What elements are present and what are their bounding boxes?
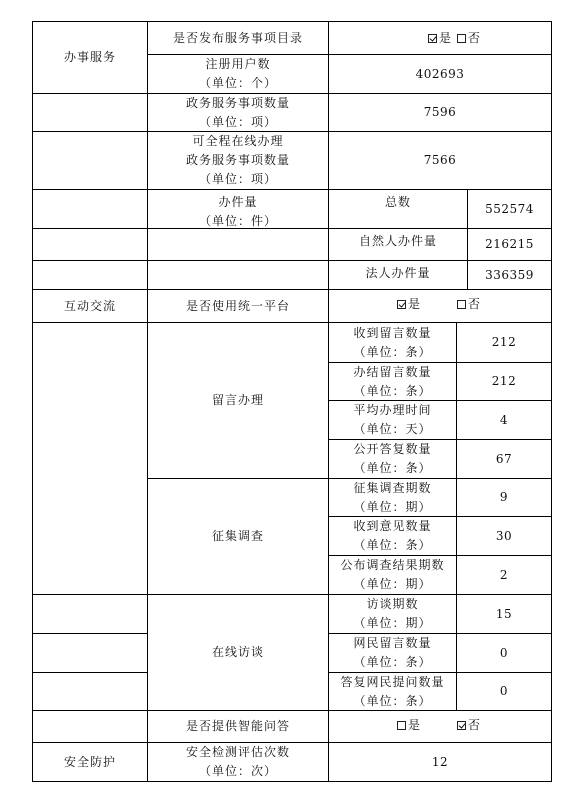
section-service-label: 办事服务 (63, 50, 116, 64)
msg-done-value: 212 (491, 374, 517, 388)
natural-label: 自然人办件量 (358, 234, 437, 248)
checked-box-icon[interactable] (428, 34, 437, 43)
checked-box-icon[interactable] (397, 300, 406, 309)
survey-count-label: 征集调查期数 （单位：期） (353, 480, 432, 514)
service-items-label: 政务服务事项数量 （单位：项） (185, 95, 290, 129)
netizen-msg-label: 网民留言数量 （单位：条） (353, 636, 432, 669)
public-reply-label: 公开答复数量 （单位：条） (353, 442, 432, 475)
registered-users-value: 402693 (415, 66, 465, 81)
public-reply-value: 67 (495, 451, 513, 466)
total-label: 总数 (384, 195, 411, 209)
msg-received-label: 收到留言数量 （单位：条） (353, 325, 432, 359)
natural-value: 216215 (485, 237, 534, 251)
platform-question: 是否使用统一平台 (185, 298, 290, 313)
netizen-reply-label: 答复网民提问数量 （单位：条） (340, 674, 445, 708)
netizen-msg-value: 0 (499, 645, 509, 660)
avg-time-value: 4 (499, 412, 509, 427)
survey-count-value: 9 (499, 490, 509, 504)
survey-results-value: 2 (499, 567, 509, 582)
smart-qa-question: 是否提供智能问答 (185, 719, 290, 733)
avg-time-label: 平均办理时间 （单位：天） (353, 403, 432, 436)
smart-qa-checkbox-group: 是 否 (329, 711, 551, 742)
opinions-label: 收到意见数量 （单位：条） (353, 519, 432, 552)
catalog-question: 是否发布服务事项目录 (172, 30, 303, 45)
service-items-value: 7596 (423, 105, 457, 119)
registered-users-label: 注册用户数 （单位：个） (198, 57, 277, 90)
online-items-value: 7566 (423, 153, 457, 167)
catalog-checkbox-group: 是 (329, 22, 551, 54)
legal-label: 法人办件量 (365, 266, 431, 280)
survey-results-label: 公布调查结果期数 （单位：期） (340, 558, 445, 591)
survey-group-label: 征集调查 (211, 529, 264, 543)
unchecked-box-icon[interactable] (457, 300, 466, 309)
netizen-reply-value: 0 (499, 684, 509, 698)
security-eval-label: 安全检测评估次数 （单位：次） (185, 745, 290, 778)
security-eval-value: 12 (431, 754, 449, 769)
legal-value: 336359 (485, 267, 534, 282)
section-security-label: 安全防护 (63, 754, 116, 769)
catalog-checkbox-no: 否 (329, 22, 551, 54)
section-interaction-label: 互动交流 (63, 298, 116, 313)
checked-box-icon[interactable] (457, 721, 466, 730)
interview-group-label: 在线访谈 (211, 645, 264, 659)
platform-checkbox-yes: 是 否 (329, 290, 551, 322)
total-value: 552574 (485, 201, 534, 216)
unchecked-box-icon[interactable] (397, 721, 406, 730)
msg-received-value: 212 (491, 335, 517, 349)
message-group-label: 留言办理 (211, 393, 264, 407)
interview-count-value: 15 (495, 606, 513, 621)
opinions-value: 30 (495, 528, 513, 543)
msg-done-label: 办结留言数量 （单位：条） (353, 364, 432, 398)
online-items-label: 可全程在线办理 政务服务事项数量 （单位：项） (185, 134, 290, 186)
interview-count-label: 访谈期数 （单位：期） (353, 597, 432, 630)
handled-label: 办件量 （单位：件） (198, 195, 277, 228)
